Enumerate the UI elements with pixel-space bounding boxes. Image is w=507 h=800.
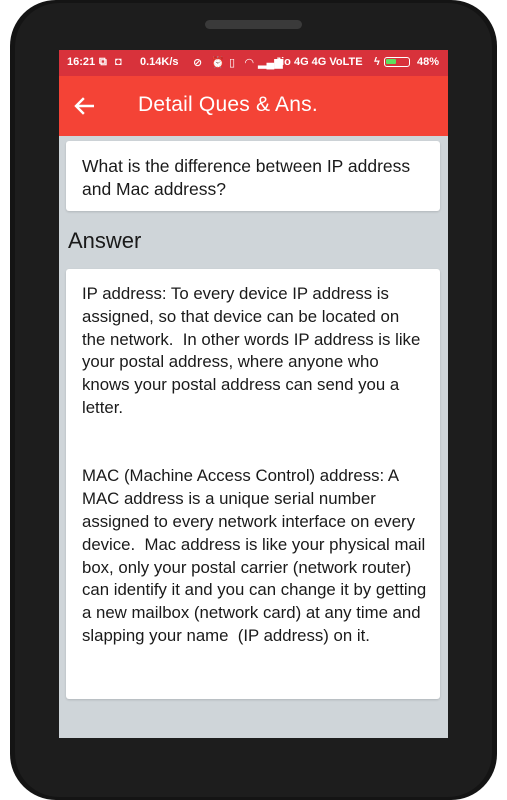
- mute-icon: ⊘: [193, 57, 203, 69]
- carrier-label: Jio 4G 4G VoLTE: [275, 56, 363, 68]
- answer-heading: Answer: [68, 228, 142, 253]
- app-toolbar: [59, 76, 448, 136]
- app-screen: [59, 50, 448, 738]
- answer-text: IP address: To every device IP address is assigned, so that device can be located on the network. In other words IP address is like your postal address, where anyone who knows your postal address can send you a letter. MAC (Machine Access Control) address: A MAC address is a unique serial number assigned to every network interface on every device. Mac address is like your physical mail box, only your postal carrier (network router) can identify it and you can change it by getting a new mailbox (network card) at any time and slapping your name (IP address) on it.: [82, 284, 427, 645]
- battery-icon: [384, 57, 410, 67]
- page-title: Detail Ques & Ans.: [138, 93, 318, 116]
- phone-speaker: [205, 20, 302, 29]
- vibrate-icon: ▯: [229, 57, 236, 69]
- signal-icon: ▂▄▆: [258, 57, 283, 69]
- answer-card: [66, 269, 440, 699]
- network-speed: 0.14K/s: [140, 56, 179, 68]
- charging-icon: ϟ: [374, 56, 380, 68]
- usb-icon: ⧉: [99, 56, 107, 68]
- arrow-back-icon: [74, 97, 94, 115]
- status-bar: [59, 50, 448, 76]
- battery-percent: 48%: [417, 56, 440, 68]
- question-card: [66, 141, 440, 211]
- status-time: 16:21: [67, 56, 96, 68]
- alarm-icon: ⏰: [211, 57, 225, 69]
- question-text: What is the difference between IP address and Mac address?: [82, 156, 411, 199]
- back-button[interactable]: [69, 91, 99, 121]
- wifi-icon: ◠: [245, 57, 254, 69]
- notification-icon: ◘: [115, 56, 122, 68]
